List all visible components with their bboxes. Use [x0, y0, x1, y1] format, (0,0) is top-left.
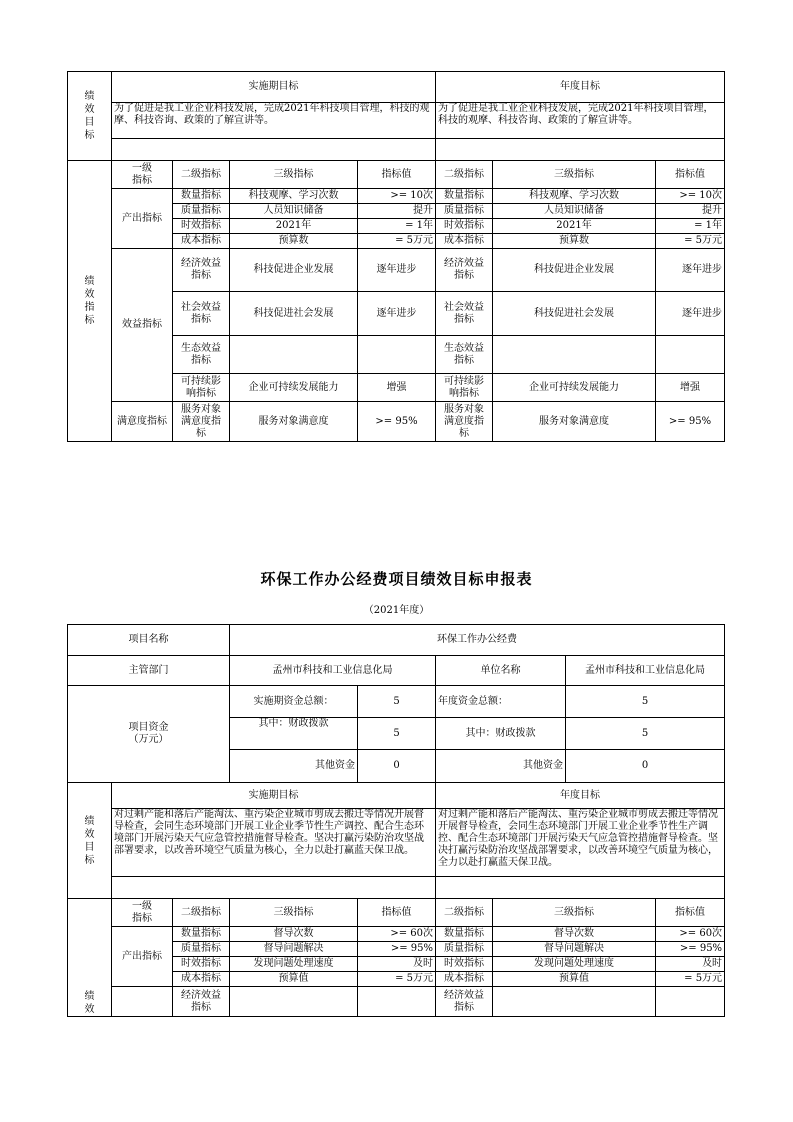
table-cell: 提升 — [358, 204, 436, 219]
table-cell: 预算数 — [230, 234, 358, 249]
output-indicator-label: 产出指标 — [112, 189, 173, 249]
header-level3: 三级指标 — [230, 161, 358, 189]
annual-goal-text: 为了促进是我工业企业科技发展，完成2021年科技项目管理，科技的观摩、科技咨询、政策的了解宣讲等。 — [436, 103, 725, 139]
table-cell: 时效指标 — [436, 219, 493, 234]
benefit-indicator-label: 效益指标 — [112, 249, 173, 402]
annual-goal-header: 年度目标 — [436, 783, 725, 809]
header-level1: 一级 指标 — [112, 161, 173, 189]
table-cell: 经济效益 指标 — [436, 987, 493, 1017]
unit-value: 孟州市科技和工业信息化局 — [566, 656, 725, 686]
table-cell: = 5万元 — [358, 234, 436, 249]
fund-label: 项目资金 （万元） — [68, 686, 230, 783]
table-cell: = 5万元 — [358, 972, 436, 987]
goal-section-label: 绩 效 目 标 — [68, 72, 112, 161]
table-cell: >= 10次 — [358, 189, 436, 204]
table-cell: 数量指标 — [173, 927, 230, 942]
table-cell: 可持续影 响指标 — [436, 374, 493, 402]
table-cell: 增强 — [656, 374, 725, 402]
header-value-annual: 指标值 — [656, 899, 725, 927]
table-cell: = 5万元 — [656, 234, 725, 249]
table-cell: 科技观摩、学习次数 — [493, 189, 656, 204]
table-cell: 成本指标 — [436, 234, 493, 249]
table-cell: 生态效益 指标 — [173, 336, 230, 374]
table-cell: 预算值 — [230, 972, 358, 987]
other-value: 0 — [358, 750, 436, 783]
table-cell — [493, 987, 656, 1017]
table-cell: 人员知识储备 — [493, 204, 656, 219]
table-cell: 发现问题处理速度 — [493, 957, 656, 972]
table-cell: 时效指标 — [173, 957, 230, 972]
table-cell: 提升 — [656, 204, 725, 219]
table-cell: 时效指标 — [436, 957, 493, 972]
table-cell: 督导次数 — [493, 927, 656, 942]
table-cell: 数量指标 — [436, 189, 493, 204]
annual-total-label: 年度资金总额： — [436, 686, 566, 718]
satisfaction-indicator-label: 满意度指标 — [112, 402, 173, 442]
table-cell: 服务对象 满意度指 标 — [436, 402, 493, 442]
annual-total-value: 5 — [566, 686, 725, 718]
table-cell — [358, 336, 436, 374]
table-cell: 质量指标 — [173, 204, 230, 219]
table-cell: >= 60次 — [358, 927, 436, 942]
table-cell: 社会效益 指标 — [436, 292, 493, 336]
table-cell: 2021年 — [493, 219, 656, 234]
table-cell: 督导问题解决 — [230, 942, 358, 957]
table-cell: 质量指标 — [173, 942, 230, 957]
table-cell: 经济效益 指标 — [173, 987, 230, 1017]
header-level2-annual: 二级指标 — [436, 161, 493, 189]
header-value: 指标值 — [358, 161, 436, 189]
header-value: 指标值 — [358, 899, 436, 927]
table-cell: 发现问题处理速度 — [230, 957, 358, 972]
table-cell: >= 10次 — [656, 189, 725, 204]
implementation-goal-header: 实施期目标 — [112, 72, 436, 103]
implementation-goal-header: 实施期目标 — [112, 783, 436, 809]
table-cell: 成本指标 — [173, 972, 230, 987]
header-value-annual: 指标值 — [656, 161, 725, 189]
header-level3-annual: 三级指标 — [493, 899, 656, 927]
table-cell: 经济效益 指标 — [173, 249, 230, 292]
fund-total-value: 5 — [358, 686, 436, 718]
table-cell: 数量指标 — [436, 927, 493, 942]
performance-table-continued — [67, 71, 725, 442]
project-name-label: 项目名称 — [68, 625, 230, 656]
table-cell: 企业可持续发展能力 — [493, 374, 656, 402]
indicator-section-label: 绩 效 — [68, 899, 112, 1017]
table-cell: >= 60次 — [656, 927, 725, 942]
table-cell: 及时 — [358, 957, 436, 972]
page-title: 环保工作办公经费项目绩效目标申报表 — [260, 570, 533, 588]
table-cell: >= 95% — [358, 402, 436, 442]
table-cell: 社会效益 指标 — [173, 292, 230, 336]
table-cell — [656, 987, 725, 1017]
table-cell: 预算值 — [493, 972, 656, 987]
goal-section-label: 绩 效 目 标 — [68, 783, 112, 899]
fund-total-label: 实施期资金总额： — [230, 686, 358, 718]
table-cell: >= 95% — [656, 402, 725, 442]
table-cell: = 5万元 — [656, 972, 725, 987]
table-cell: 2021年 — [230, 219, 358, 234]
table-cell: 数量指标 — [173, 189, 230, 204]
table-cell: 督导次数 — [230, 927, 358, 942]
table-cell: 逐年进步 — [358, 249, 436, 292]
table-cell: 可持续影 响指标 — [173, 374, 230, 402]
output-indicator-label: 产出指标 — [112, 927, 173, 987]
unit-label: 单位名称 — [436, 656, 566, 686]
table-cell: 质量指标 — [436, 204, 493, 219]
header-level1: 一级 指标 — [112, 899, 173, 927]
table-cell: 成本指标 — [436, 972, 493, 987]
benefit-indicator-label — [112, 987, 173, 1017]
annual-other-label: 其他资金 — [436, 750, 566, 783]
implementation-goal-text: 为了促进是我工业企业科技发展，完成2021年科技项目管理，科技的观摩、科技咨询、政策的了解宣讲等。 — [112, 103, 436, 139]
table-cell: 质量指标 — [436, 942, 493, 957]
annual-goal-header: 年度目标 — [436, 72, 725, 103]
fiscal-value: 5 — [358, 718, 436, 750]
table-cell: 成本指标 — [173, 234, 230, 249]
table-cell: 逐年进步 — [358, 292, 436, 336]
table-cell: 督导问题解决 — [493, 942, 656, 957]
table-cell: >= 95% — [358, 942, 436, 957]
dept-label: 主管部门 — [68, 656, 230, 686]
table-cell: 科技促进社会发展 — [493, 292, 656, 336]
table-cell — [230, 336, 358, 374]
other-label: 其他资金 — [230, 750, 358, 783]
table-cell: 及时 — [656, 957, 725, 972]
table-cell — [656, 336, 725, 374]
table-cell: 科技观摩、学习次数 — [230, 189, 358, 204]
dept-value: 孟州市科技和工业信息化局 — [230, 656, 436, 686]
header-level2-annual: 二级指标 — [436, 899, 493, 927]
annual-goal-text: 对过剩产能和落后产能淘汰、重污染企业城市剪成去搬迁等情况开展督导检查，会同生态环境部门开展工业企业季节性生产调控、配合生态环境部门开展污染天气应急管控措施督导检查。坚决打赢污染防治攻坚战部署要求，以改善环境空气质量为核心，全力以赴打赢蓝天保卫战。 — [436, 809, 725, 877]
indicator-section-label: 绩 效 指 标 — [68, 161, 112, 442]
implementation-goal-text: 对过剩产能和落后产能淘汰、重污染企业城市剪成去搬迁等情况开展督导检查，会同生态环境部门开展工业企业季节性生产调控、配合生态环境部门开展污染天气应急管控措施督导检查。坚决打赢污染防治攻坚战部署要求，以改善环境空气质量为核心，全力以赴打赢蓝天保卫战。 — [112, 809, 436, 877]
table-cell: = 1年 — [358, 219, 436, 234]
table-cell: 逐年进步 — [656, 249, 725, 292]
annual-other-value: 0 — [566, 750, 725, 783]
fiscal-label: 其中：财政拨款 — [230, 718, 358, 750]
table-cell: 预算数 — [493, 234, 656, 249]
page-subtitle: （2021年度） — [363, 605, 430, 616]
table-cell: 科技促进企业发展 — [493, 249, 656, 292]
table-cell: 企业可持续发展能力 — [230, 374, 358, 402]
annual-fiscal-value: 5 — [566, 718, 725, 750]
table-cell: 服务对象满意度 — [493, 402, 656, 442]
table-cell: 科技促进社会发展 — [230, 292, 358, 336]
table-cell: 服务对象 满意度指 标 — [173, 402, 230, 442]
table-cell: 生态效益 指标 — [436, 336, 493, 374]
header-level3: 三级指标 — [230, 899, 358, 927]
table-cell: 增强 — [358, 374, 436, 402]
table-cell — [493, 336, 656, 374]
header-level2: 二级指标 — [173, 161, 230, 189]
table-cell — [230, 987, 358, 1017]
performance-table — [67, 624, 725, 1017]
header-level3-annual: 三级指标 — [493, 161, 656, 189]
table-cell: >= 95% — [656, 942, 725, 957]
table-cell: 服务对象满意度 — [230, 402, 358, 442]
project-name-value: 环保工作办公经费 — [230, 625, 725, 656]
table-cell: 人员知识储备 — [230, 204, 358, 219]
table-cell: 科技促进企业发展 — [230, 249, 358, 292]
table-cell — [358, 987, 436, 1017]
header-level2: 二级指标 — [173, 899, 230, 927]
table-cell: = 1年 — [656, 219, 725, 234]
annual-fiscal-label: 其中：财政拨款 — [436, 718, 566, 750]
table-cell: 经济效益 指标 — [436, 249, 493, 292]
table-cell: 逐年进步 — [656, 292, 725, 336]
table-cell: 时效指标 — [173, 219, 230, 234]
